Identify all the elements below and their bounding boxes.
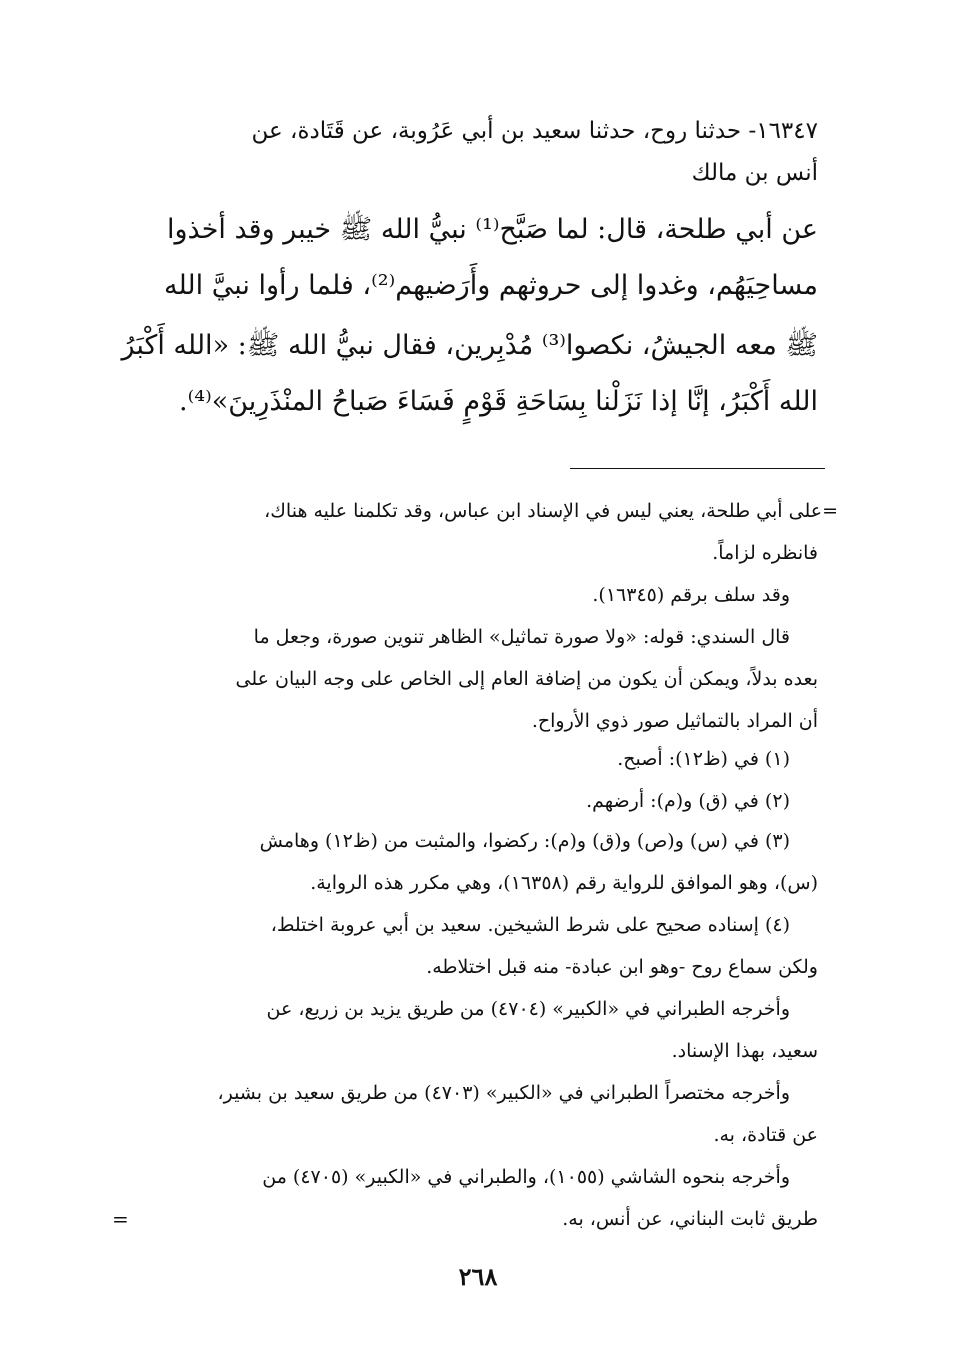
footnote-line: قال السندي: قوله: «ولا صورة تماثيل» الظاهر تنوين صورة، وجعل ما xyxy=(253,626,790,648)
footnote-line: ولكن سماع روح -وهو ابن عبادة- منه قبل اختلاطه. xyxy=(426,956,818,978)
footnote-2: (٢) في (ق) و(م): أرضهم. xyxy=(586,790,790,812)
hadith-matn-line: الله أَكْبَرُ، إنَّا إذا نَزَلْنا بِسَاحَةِ قَوْمٍ فَسَاءَ صَباحُ المنْذَرِينَ»⁽⁴⁾. xyxy=(179,386,818,417)
footnote-line: بعده بدلاً، ويمكن أن يكون من إضافة العام إلى الخاص على وجه البيان على xyxy=(235,668,818,690)
footnote-line: وقد سلف برقم (١٦٣٤٥). xyxy=(592,584,790,606)
hadith-matn-line: مساحِيَهُم، وغدوا إلى حروثهم وأَرَضيهم⁽²⁾، فلما رأوا نبيَّ الله xyxy=(163,270,818,301)
footnote-separator xyxy=(570,468,825,469)
footnote-line: أن المراد بالتماثيل صور ذوي الأرواح. xyxy=(531,710,818,732)
footnote-line: وأخرجه الطبراني في «الكبير» (٤٧٠٤) من طريق يزيد بن زريع، عن xyxy=(266,998,790,1020)
footnote-line: وأخرجه بنحوه الشاشي (١٠٥٥)، والطبراني في «الكبير» (٤٧٠٥) من xyxy=(262,1166,790,1188)
hadith-matn-line: ﷺ معه الجيشُ، نكصوا⁽³⁾ مُدْبِرين، فقال نبيُّ الله ﷺ: «الله أَكْبَرُ xyxy=(121,330,818,361)
hadith-matn-line: عن أبي طلحة، قال: لما صَبَّح⁽¹⁾ نبيُّ الله ﷺ خيبر وقد أخذوا xyxy=(167,214,818,245)
footnote-line: عن قتادة، به. xyxy=(713,1124,818,1146)
footnote-4: (٤) إسناده صحيح على شرط الشيخين. سعيد بن أبي عروبة اختلط، xyxy=(270,914,790,936)
footnote-line: (س)، وهو الموافق للرواية رقم (١٦٣٥٨)، وهي مكرر هذه الرواية. xyxy=(310,872,818,894)
page-number: ٢٦٨ xyxy=(458,1262,498,1291)
continuation-mark: = xyxy=(112,1207,129,1231)
footnote-line: وأخرجه مختصراً الطبراني في «الكبير» (٤٧٠٣) من طريق سعيد بن بشير، xyxy=(217,1082,790,1104)
footnote-line: فانظره لزاماً. xyxy=(712,542,818,564)
footnote-line: سعيد، بهذا الإسناد. xyxy=(671,1040,818,1062)
footnote-1: (١) في (ظ١٢): أصبح. xyxy=(617,748,790,770)
footnote-line: طريق ثابت البناني، عن أنس، به. xyxy=(562,1208,818,1230)
hadith-isnad-line: أنس بن مالك xyxy=(691,160,818,186)
footnote-3: (٣) في (س) و(ص) و(ق) و(م): ركضوا، والمثبت من (ظ١٢) وهامش xyxy=(259,830,790,852)
hadith-isnad-line: ١٦٣٤٧- حدثنا روح، حدثنا سعيد بن أبي عَرُوبة، عن قَتَادة، عن xyxy=(251,118,818,144)
footnote-line: =على أبي طلحة، يعني ليس في الإسناد ابن عباس، وقد تكلمنا عليه هناك، xyxy=(264,500,838,522)
